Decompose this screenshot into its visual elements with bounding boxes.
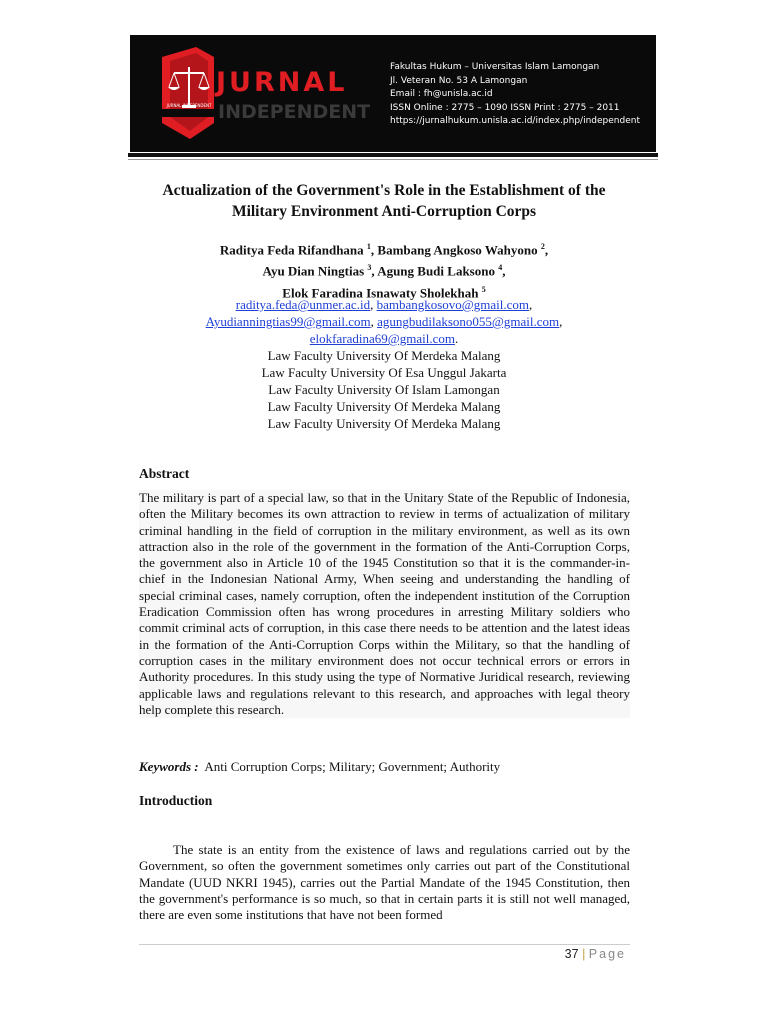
- page-footer: [520, 947, 626, 961]
- author-list: Raditya Feda Rifandhana $^1$, Bambang Angkoso Wahyono $^2$, Ayu Dian Ningtias $^3$, Agung Budi Laksono $^4$, Elok Faradina Isnawaty Sholekhah $^5$: [219, 242, 549, 300]
- page-separator: |: [582, 947, 586, 961]
- author-2: Bambang Angkoso Wahyono: [377, 242, 538, 258]
- logo-word-jurnal: JURNAL: [216, 67, 348, 98]
- keywords-label: Keywords :: [139, 759, 199, 774]
- title-line-1: Actualization of the Government's Role in the Establishment of the: [162, 182, 606, 199]
- author-1: Raditya Feda Rifandhana: [219, 242, 364, 258]
- author-5-mark: 5: [481, 284, 486, 294]
- abstract-text: The military is part of a special law, so that in the Unitary State of the Republic of Indonesia, often the Military becomes its own attraction to review in terms of actualization of military criminal handling in the field of corruption in the military environment, as well as its own attraction also in the role of the government in the formation of the Anti-Corruption Corps, the government also in Article 10 of the 1945 Constitution so that it is the commander-in-chief in the Indonesian National Army, When seeing and understanding the handling of special criminal cases, namely corruption, often the independent institution of the Corruption Eradication Commission often has wrong procedures in arresting Military soldiers who commit criminal acts of corruption, in this case there needs to be attention and the latest ideas in the formation of the Anti-Corruption Corps within the Military, so that the handling of corruption cases in the military environment does not occur technical errors or errors in Authority procedures. In this study using the type of Normative Juridical research, reviewing applicable laws and regulations relevant to this research, and approaches with legal theory help complete this research.: [139, 490, 630, 717]
- keywords-line: [139, 759, 500, 775]
- logo-badge: JURNAL INDEPENDENT: [166, 103, 212, 108]
- author-3-mark: 3: [367, 263, 372, 273]
- footer-divider: [139, 944, 630, 945]
- affiliation-2: Law Faculty University Of Esa Unggul Jakarta: [261, 365, 507, 380]
- info-address: Jl. Veteran No. 53 A Lamongan: [390, 75, 528, 86]
- abstract-heading: Abstract: [139, 466, 190, 481]
- page-number: 37: [564, 947, 579, 961]
- email-line-2: Ayudianningtias99@gmail.com, agungbudilaksono055@gmail.com,: [205, 314, 563, 329]
- keywords-value: Anti Corruption Corps; Military; Government; Authority: [204, 759, 501, 774]
- header-divider-thin: [128, 159, 658, 160]
- info-email: Email : fh@unisla.ac.id: [390, 89, 493, 99]
- author-1-mark: 1: [366, 242, 371, 251]
- introduction-text: The state is an entity from the existence of laws and regulations carried out by the Government, so often the government sometimes only carries out part of the Constitutional Mandate (UUD NKRI 1945), carries out the Partial Mandate of the 1945 Constitution, then the government's performance is so much, so that in certain parts it is still not well managed, there are even some institutions that have not been formed: [139, 842, 630, 923]
- author-2-mark: 2: [540, 242, 545, 251]
- journal-logo: [156, 43, 371, 148]
- affiliation-1: Law Faculty University Of Merdeka Malang: [267, 348, 501, 363]
- introduction-heading: Introduction: [139, 793, 213, 808]
- author-3: Ayu Dian Ningtias: [262, 263, 365, 279]
- email-link-1[interactable]: raditya.feda@unmer.ac.id: [235, 297, 371, 312]
- email-link-5[interactable]: elokfaradina69@gmail.com: [309, 331, 455, 346]
- email-line-3: elokfaradina69@gmail.com.: [309, 331, 459, 346]
- email-link-4[interactable]: agungbudilaksono055@gmail.com: [377, 314, 560, 329]
- journal-contact-info: [390, 61, 640, 129]
- email-link-3[interactable]: Ayudianningtias99@gmail.com: [205, 314, 371, 329]
- author-5: Elok Faradina Isnawaty Sholekhah: [282, 284, 479, 300]
- affiliation-3: Law Faculty University Of Islam Lamongan: [268, 382, 500, 397]
- info-issn: ISSN Online : 2775 – 1090 ISSN Print : 2775 – 2011: [390, 102, 620, 113]
- affiliation-block: [100, 296, 668, 432]
- paper-title: [100, 180, 668, 222]
- logo-word-independent: INDEPENDENT: [218, 101, 371, 123]
- info-faculty: Fakultas Hukum – Universitas Islam Lamongan: [390, 62, 600, 72]
- affiliation-5: Law Faculty University Of Merdeka Malang: [267, 416, 501, 431]
- journal-header: [130, 35, 656, 152]
- affiliation-4: Law Faculty University Of Merdeka Malang: [267, 399, 501, 414]
- author-4-mark: 4: [498, 263, 503, 273]
- info-url[interactable]: https://jurnalhukum.unisla.ac.id/index.php/independent: [390, 116, 640, 126]
- page-label: Page: [588, 947, 626, 961]
- title-line-2: Military Environment Anti-Corruption Corps: [231, 203, 537, 220]
- author-4: Agung Budi Laksono: [377, 263, 495, 279]
- email-link-2[interactable]: bambangkosovo@gmail.com: [376, 297, 529, 312]
- email-line-1: raditya.feda@unmer.ac.id, bambangkosovo@gmail.com,: [235, 297, 533, 312]
- header-divider: [128, 153, 658, 157]
